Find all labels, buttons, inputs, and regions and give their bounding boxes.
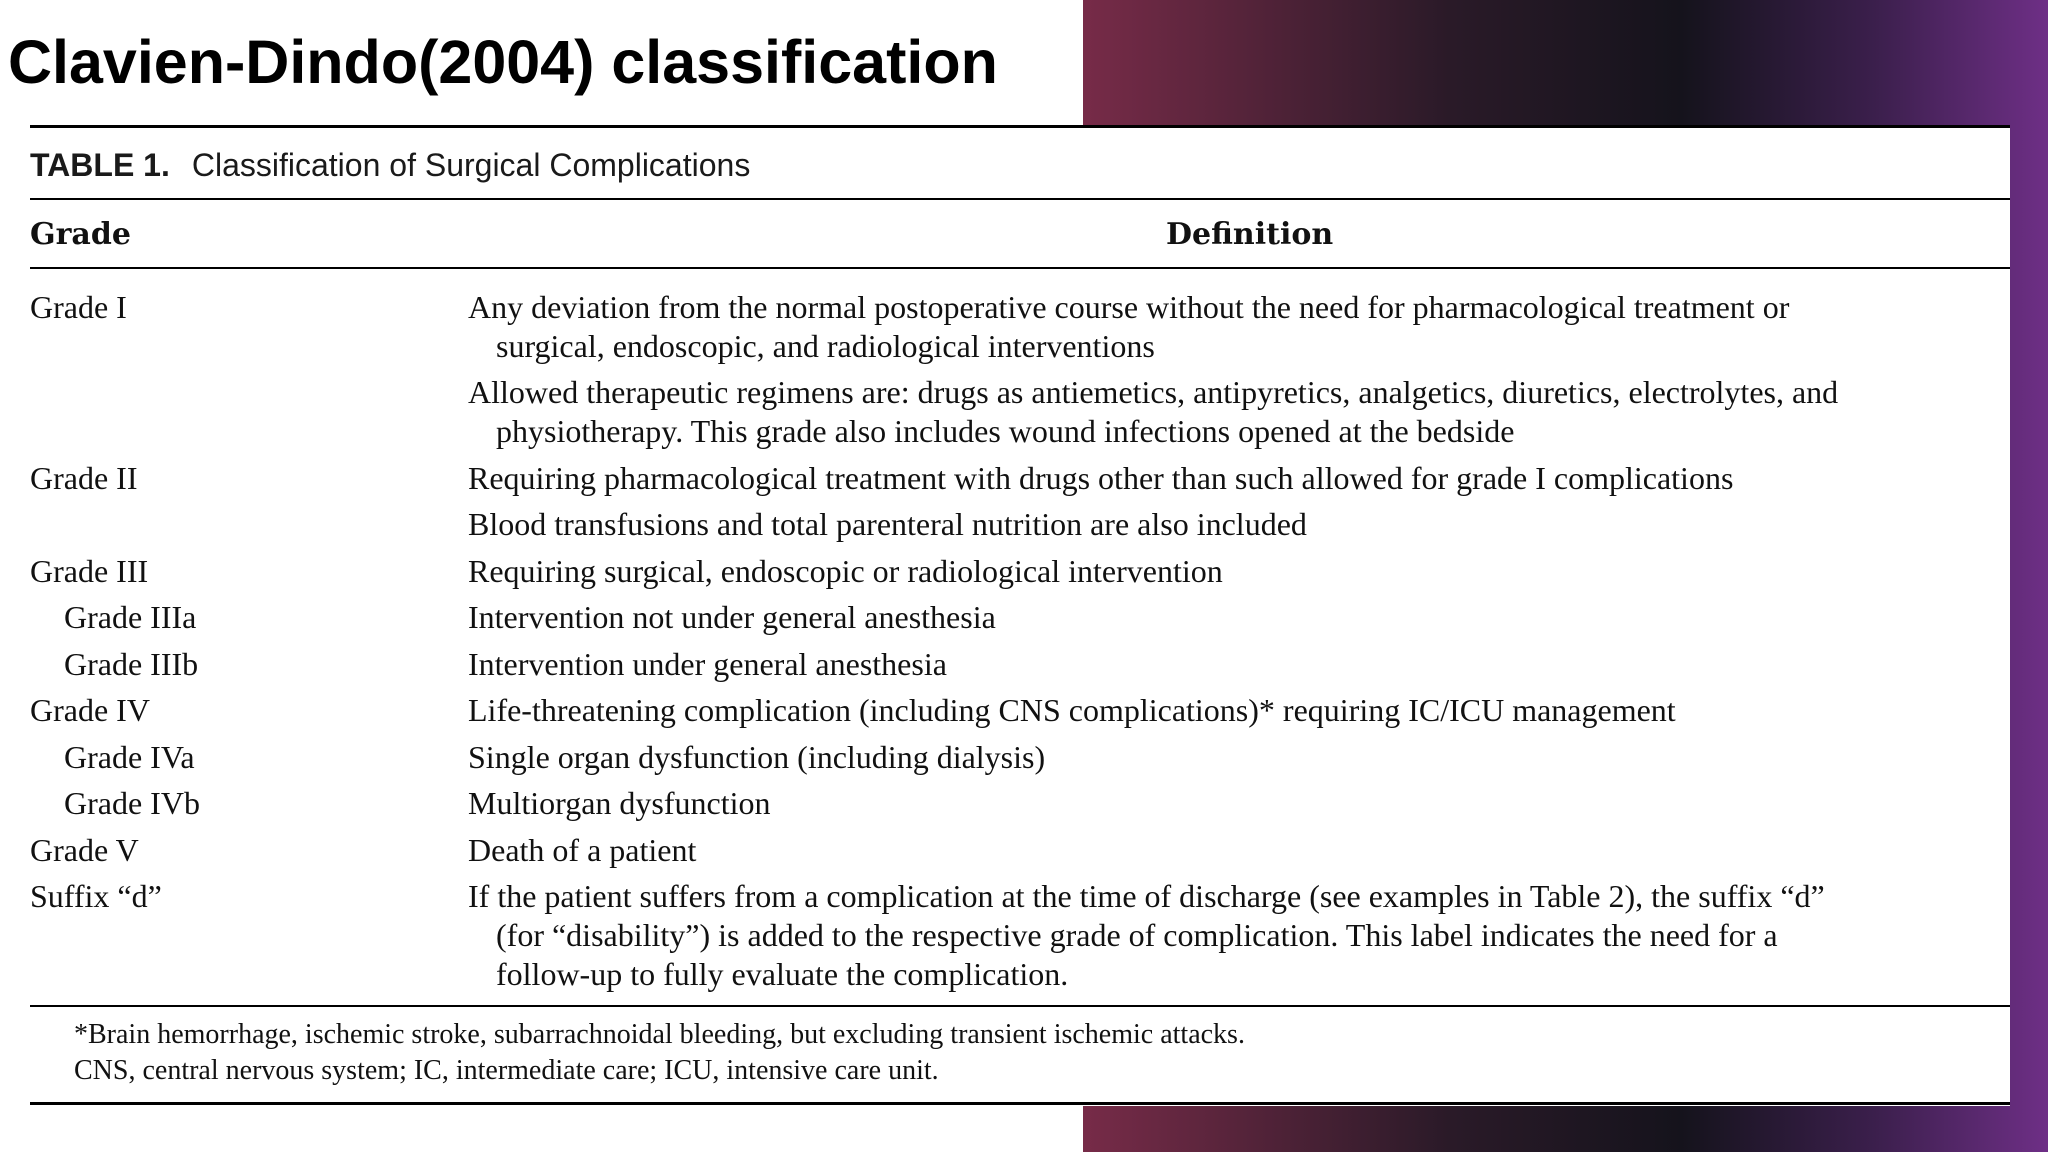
definition-line: Intervention not under general anesthesia (468, 599, 996, 635)
table-caption-text: Classification of Surgical Complications (191, 147, 751, 183)
column-header-grade: Grade (30, 217, 131, 252)
definition-line: (for “disability”) is added to the respective grade of complication. This label indicates the need for a (496, 917, 1778, 953)
caption-rule (30, 198, 2010, 200)
classification-table (0, 125, 2010, 1106)
column-header-definition: Definition (1166, 217, 1334, 252)
grade-cell: Grade IIIa (64, 599, 197, 635)
body-end-rule (30, 1005, 2010, 1007)
definition-line: Allowed therapeutic regimens are: drugs as antiemetics, antipyretics, analgetics, diuretics, electrolytes, and (468, 374, 1839, 410)
definition-line: Death of a patient (468, 832, 697, 868)
grade-cell: Grade I (30, 289, 127, 325)
definition-line: surgical, endoscopic, and radiological interventions (496, 328, 1155, 364)
header-rule (30, 267, 2010, 269)
grade-cell: Grade IVb (64, 785, 200, 821)
definition-line: Requiring surgical, endoscopic or radiological intervention (468, 553, 1223, 589)
definition-line: If the patient suffers from a complication at the time of discharge (see examples in Table 2), the suffix “d” (468, 878, 1825, 914)
footnote: *Brain hemorrhage, ischemic stroke, subarrachnoidal bleeding, but excluding transient ischemic attacks. (74, 1019, 1245, 1050)
definition-line: Requiring pharmacological treatment with drugs other than such allowed for grade I complications (468, 460, 1734, 496)
footnote: CNS, central nervous system; IC, intermediate care; ICU, intensive care unit. (74, 1055, 939, 1086)
table-top-rule (30, 125, 2010, 128)
table-caption (30, 135, 750, 195)
grade-cell: Grade V (30, 832, 139, 868)
definition-line: Single organ dysfunction (including dialysis) (468, 739, 1046, 775)
grade-cell: Grade IV (30, 692, 150, 728)
definition-line: Life-threatening complication (including CNS complications)* requiring IC/ICU management (468, 692, 1676, 728)
definition-line: Any deviation from the normal postoperative course without the need for pharmacological treatment or (468, 289, 1790, 325)
grade-cell: Grade III (30, 553, 149, 589)
definition-line: follow-up to fully evaluate the complication. (496, 956, 1069, 992)
table-caption-label: TABLE 1. (30, 147, 170, 183)
definition-line: Intervention under general anesthesia (468, 646, 947, 682)
slide-title: Clavien-Dindo(2004) classification (8, 28, 998, 96)
definition-line: Blood transfusions and total parenteral nutrition are also included (468, 506, 1307, 542)
grade-cell: Grade II (30, 460, 138, 496)
background-white-strip (0, 1106, 1083, 1152)
grade-cell: Grade IVa (64, 739, 195, 775)
grade-cell: Suffix “d” (30, 878, 162, 914)
grade-cell: Grade IIIb (64, 646, 199, 682)
definition-line: Multiorgan dysfunction (468, 785, 771, 821)
definition-line: physiotherapy. This grade also includes wound infections opened at the bedside (496, 413, 1515, 449)
table-bottom-rule (30, 1102, 2010, 1105)
